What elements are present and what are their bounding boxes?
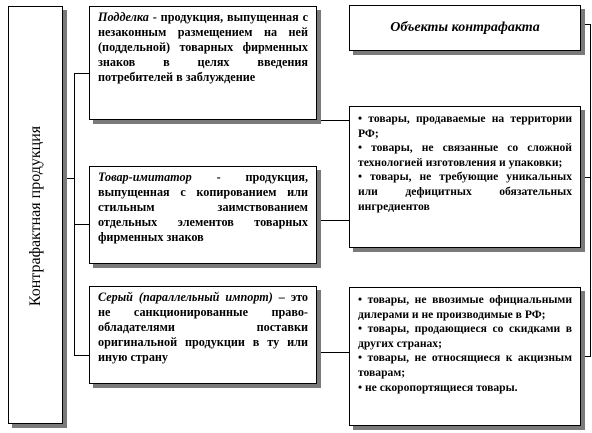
definition-term: Подделка (98, 10, 149, 24)
connector-right-to-group-2 (581, 356, 591, 357)
objects-title-box (349, 5, 581, 51)
list-item: • не скоропортящиеся товары. (358, 381, 572, 396)
connector-right-vertical (590, 24, 591, 357)
definition-imitation (89, 166, 317, 264)
definition-term: Серый (параллельный импорт) (98, 290, 273, 304)
objects-list (350, 288, 580, 397)
connector-left-vertical (74, 73, 75, 356)
objects-group-2 (349, 287, 581, 426)
connector-left-stub (63, 178, 75, 179)
connector-def3-to-objects (317, 352, 349, 353)
main-label: Контрафактная продукция (27, 125, 45, 307)
objects-list (350, 107, 580, 216)
list-item: • товары, не относящиеся к акцизным товарам; (358, 351, 572, 380)
list-item: • товары, не требующие уникальных или дефицитных обязательных ингредиентов (358, 170, 572, 214)
definition-text: - продукция, выпущенная с копированием или стильным заимствованием отдельных элементов товарных фирменных знаков (98, 170, 308, 244)
objects-title: Объекты контрафакта (390, 20, 540, 35)
definition-text: – это не санкционированные право-обладателями поставки оригинальной продукции в ту или иную страну (98, 290, 309, 364)
connector-to-def-2 (74, 224, 89, 225)
list-item: • товары, не ввозимые официальными дилерами и не производимые в РФ; (358, 293, 572, 322)
definition-counterfeit (89, 6, 317, 120)
connector-def2-to-objects (317, 220, 349, 221)
list-item: • товары, не связанные со сложной технологией изготовления и упаковки; (358, 141, 572, 170)
objects-group-1 (349, 106, 581, 248)
definition-text: - продукция, выпущенная с незаконным размещением на ней (поддельной) товарных фирменных знаков в целях введения потребителей в заблуждение (98, 10, 308, 84)
list-item: • товары, продаваемые на территории РФ; (358, 112, 572, 141)
connector-to-def-3 (74, 355, 89, 356)
connector-def1-to-objects (317, 120, 349, 121)
main-label-box (8, 6, 63, 424)
list-item: • товары, продающиеся со скидками в других странах; (358, 322, 572, 351)
connector-right-to-group-1 (581, 177, 591, 178)
connector-right-to-title (581, 24, 591, 25)
definition-parallel-import (89, 286, 317, 384)
connector-to-def-1 (74, 73, 89, 74)
definition-term: Товар-имитатор (98, 170, 192, 184)
